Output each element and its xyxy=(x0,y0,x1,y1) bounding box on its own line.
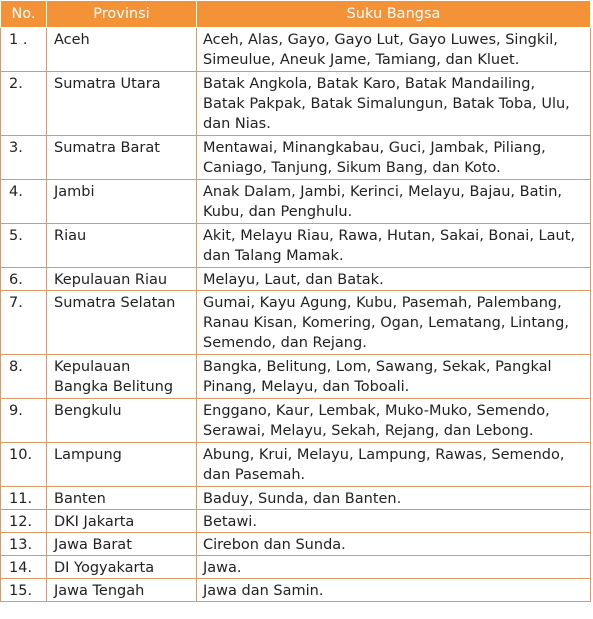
ethnic-groups: Jawa dan Samin. xyxy=(197,579,591,602)
table-row xyxy=(1,510,591,533)
row-number: 5. xyxy=(1,224,47,268)
ethnic-groups: Aceh, Alas, Gayo, Gayo Lut, Gayo Luwes, Singkil, Simeulue, Aneuk Jame, Tamiang, dan Kluet. xyxy=(197,28,591,72)
row-number: 12. xyxy=(1,510,47,533)
province-name: Banten xyxy=(47,487,197,510)
ethnic-groups: Baduy, Sunda, dan Banten. xyxy=(197,487,591,510)
table-row xyxy=(1,180,591,224)
row-number: 1 . xyxy=(1,28,47,72)
table-body xyxy=(1,28,591,602)
ethnic-groups: Abung, Krui, Melayu, Lampung, Rawas, Semendo, dan Pasemah. xyxy=(197,443,591,487)
province-name: Sumatra Barat xyxy=(47,136,197,180)
row-number: 4. xyxy=(1,180,47,224)
ethnic-groups: Betawi. xyxy=(197,510,591,533)
table-row xyxy=(1,72,591,136)
ethnic-groups: Akit, Melayu Riau, Rawa, Hutan, Sakai, Bonai, Laut, dan Talang Mamak. xyxy=(197,224,591,268)
row-number: 2. xyxy=(1,72,47,136)
header-row xyxy=(1,1,591,28)
row-number: 3. xyxy=(1,136,47,180)
province-name: Kepulauan Riau xyxy=(47,268,197,291)
province-name: Lampung xyxy=(47,443,197,487)
table-row xyxy=(1,579,591,602)
header-provinsi: Provinsi xyxy=(47,1,197,28)
table-row xyxy=(1,224,591,268)
province-name: Sumatra Selatan xyxy=(47,291,197,355)
table-row xyxy=(1,291,591,355)
province-name: Kepulauan Bangka Belitung xyxy=(47,355,197,399)
row-number: 14. xyxy=(1,556,47,579)
ethnic-groups: Gumai, Kayu Agung, Kubu, Pasemah, Palembang, Ranau Kisan, Komering, Ogan, Lematang, Lintang, Semendo, dan Rejang. xyxy=(197,291,591,355)
row-number: 8. xyxy=(1,355,47,399)
province-name: Riau xyxy=(47,224,197,268)
province-name: Jambi xyxy=(47,180,197,224)
table-row xyxy=(1,443,591,487)
table-row xyxy=(1,136,591,180)
table-row xyxy=(1,355,591,399)
ethnic-groups: Anak Dalam, Jambi, Kerinci, Melayu, Bajau, Batin, Kubu, dan Penghulu. xyxy=(197,180,591,224)
ethnic-groups: Bangka, Belitung, Lom, Sawang, Sekak, Pangkal Pinang, Melayu, dan Toboali. xyxy=(197,355,591,399)
row-number: 9. xyxy=(1,399,47,443)
row-number: 11. xyxy=(1,487,47,510)
table-header xyxy=(1,1,591,28)
table-row xyxy=(1,28,591,72)
header-no: No. xyxy=(1,1,47,28)
header-suku-bangsa: Suku Bangsa xyxy=(197,1,591,28)
ethnic-groups: Mentawai, Minangkabau, Guci, Jambak, Piliang, Caniago, Tanjung, Sikum Bang, dan Koto. xyxy=(197,136,591,180)
table-row xyxy=(1,533,591,556)
row-number: 13. xyxy=(1,533,47,556)
row-number: 6. xyxy=(1,268,47,291)
table-row xyxy=(1,268,591,291)
row-number: 15. xyxy=(1,579,47,602)
ethnic-groups: Enggano, Kaur, Lembak, Muko-Muko, Semendo, Serawai, Melayu, Sekah, Rejang, dan Lebong. xyxy=(197,399,591,443)
table-row xyxy=(1,487,591,510)
ethnic-groups: Cirebon dan Sunda. xyxy=(197,533,591,556)
province-name: DI Yogyakarta xyxy=(47,556,197,579)
province-name: Sumatra Utara xyxy=(47,72,197,136)
ethnic-groups: Melayu, Laut, dan Batak. xyxy=(197,268,591,291)
province-name: Bengkulu xyxy=(47,399,197,443)
province-name: Aceh xyxy=(47,28,197,72)
province-name: Jawa Tengah xyxy=(47,579,197,602)
ethnic-groups: Batak Angkola, Batak Karo, Batak Mandailing, Batak Pakpak, Batak Simalungun, Batak Toba, Ulu, dan Nias. xyxy=(197,72,591,136)
province-name: Jawa Barat xyxy=(47,533,197,556)
table-row xyxy=(1,399,591,443)
row-number: 7. xyxy=(1,291,47,355)
row-number: 10. xyxy=(1,443,47,487)
province-name: DKI Jakarta xyxy=(47,510,197,533)
table-row xyxy=(1,556,591,579)
ethnic-groups: Jawa. xyxy=(197,556,591,579)
